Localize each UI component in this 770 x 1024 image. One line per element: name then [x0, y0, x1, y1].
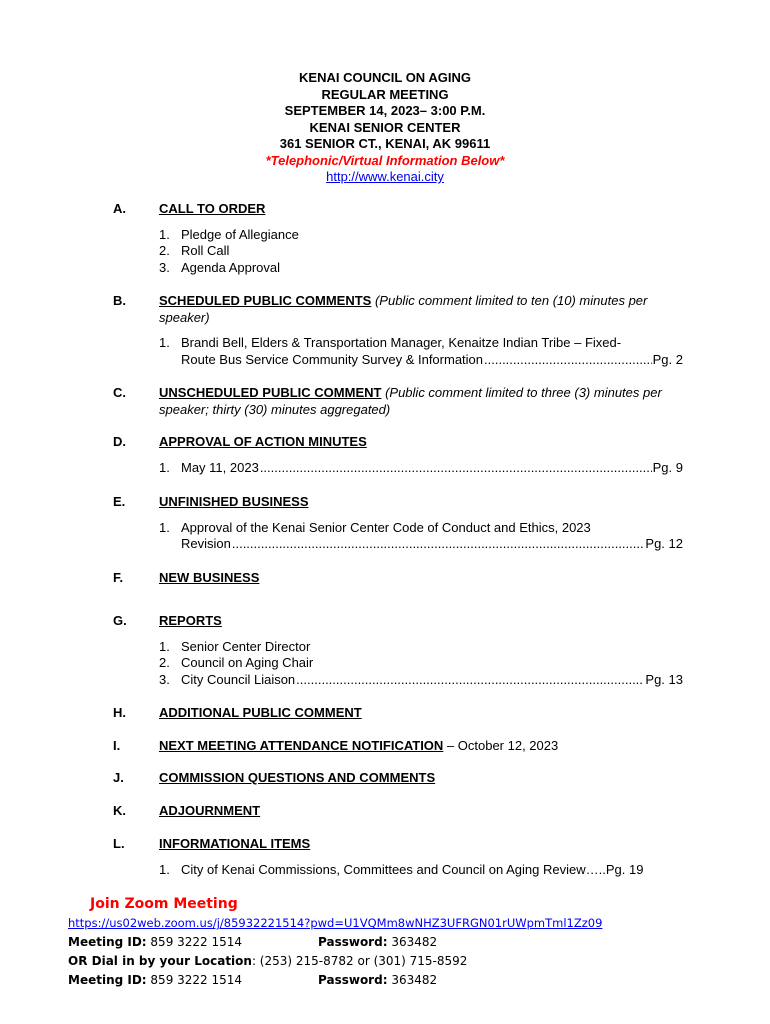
meeting-id-value: 859 3222 1514: [146, 973, 243, 987]
meeting-venue: KENAI SENIOR CENTER: [309, 119, 461, 135]
zoom-title: Join Zoom Meeting: [90, 896, 238, 912]
section-title: UNFINISHED BUSINESS: [159, 494, 309, 509]
section-title: NEXT MEETING ATTENDANCE NOTIFICATION: [159, 738, 444, 753]
dial-in-label: OR Dial in by your Location: [68, 954, 252, 968]
dial-in-numbers: : (253) 215-8782 or (301) 715-8592: [251, 954, 468, 968]
section-letter: G.: [113, 613, 127, 628]
section-title: ADDITIONAL PUBLIC COMMENT: [159, 705, 362, 720]
zoom-info: [68, 895, 748, 990]
website-link[interactable]: http://www.kenai.city: [326, 169, 444, 184]
section-letter: J.: [113, 770, 124, 785]
section-letter: B.: [113, 293, 126, 308]
section-title: SCHEDULED PUBLIC COMMENTS: [159, 293, 372, 308]
dial-in-row: [68, 952, 748, 971]
zoom-link[interactable]: https://us02web.zoom.us/j/85932221514?pwd=U1VQMm8wNHZ3UFRGN01rUWpmTml1Zz09: [68, 916, 603, 930]
list-item: 2. Roll Call: [159, 243, 230, 258]
list-item: 1. May 11, 2023 ..... Pg. 9: [159, 460, 683, 477]
section-note: (Public comment limited to three (3) minutes per speaker; thirty (30) minutes aggregated): [159, 385, 662, 417]
list-item: 1. Approval of the Kenai Senior Center Code of Conduct and Ethics, 2023 Revision ..... Pg. 12: [159, 520, 683, 553]
section-title: NEW BUSINESS: [159, 570, 260, 585]
section-note: (Public comment limited to ten (10) minutes per speaker): [159, 293, 648, 325]
page-ref: Pg. 2: [652, 351, 683, 367]
section-letter: F.: [113, 570, 124, 585]
section-title: COMMISSION QUESTIONS AND COMMENTS: [159, 770, 436, 785]
section-letter: L.: [113, 836, 125, 851]
section-letter: H.: [113, 705, 126, 720]
section-title: CALL TO ORDER: [159, 201, 266, 216]
section-title: ADJOURNMENT: [159, 803, 261, 818]
password-value: 363482: [387, 935, 438, 949]
org-name: KENAI COUNCIL ON AGING: [299, 70, 471, 85]
meeting-id-label: Meeting ID:: [68, 935, 147, 949]
list-item: 1. City of Kenai Commissions, Committees and Council on Aging Review…..Pg. 19: [159, 861, 644, 877]
password-label: Password:: [318, 935, 388, 949]
meeting-date: SEPTEMBER 14, 2023– 3:00 P.M.: [284, 103, 486, 118]
list-item: 1. Brandi Bell, Elders & Transportation Manager, Kenaitze Indian Tribe – Fixed- Route Bus Service Community Survey & Information ..... Pg. 2: [159, 335, 683, 368]
next-meeting-date: – October 12, 2023: [443, 738, 559, 753]
section-title: UNSCHEDULED PUBLIC COMMENT: [159, 385, 382, 400]
section-letter: E.: [113, 494, 126, 509]
page-ref: Pg. 13: [645, 671, 683, 687]
list-item: 2. Council on Aging Chair: [159, 655, 314, 670]
list-item: 1. Pledge of Allegiance: [159, 226, 299, 242]
meeting-type: REGULAR MEETING: [321, 86, 449, 102]
list-item: 3. City Council Liaison ..... Pg. 13: [159, 672, 683, 689]
page-ref: Pg. 9: [652, 459, 683, 475]
password-label: Password:: [318, 973, 388, 987]
section-letter: D.: [113, 434, 126, 449]
section-letter: I.: [113, 738, 121, 753]
section-title: INFORMATIONAL ITEMS: [159, 836, 311, 851]
section-letter: K.: [113, 803, 126, 818]
password-value: 363482: [387, 973, 438, 987]
meeting-id-label: Meeting ID:: [68, 973, 147, 987]
page-ref: Pg. 12: [645, 536, 683, 551]
section-title: REPORTS: [159, 613, 222, 628]
meeting-id-value: 859 3222 1514: [146, 935, 243, 949]
meeting-id-row: [68, 933, 748, 952]
section-title: APPROVAL OF ACTION MINUTES: [159, 434, 367, 449]
virtual-notice: *Telephonic/Virtual Information Below*: [265, 152, 505, 168]
list-item: 1. Senior Center Director: [159, 638, 311, 654]
list-item: 3. Agenda Approval: [159, 259, 281, 275]
agenda-header: [0, 70, 770, 186]
meeting-id-row: [68, 971, 748, 990]
section-letter: A.: [113, 201, 126, 216]
section-letter: C.: [113, 385, 126, 400]
meeting-address: 361 SENIOR CT., KENAI, AK 99611: [279, 136, 491, 151]
